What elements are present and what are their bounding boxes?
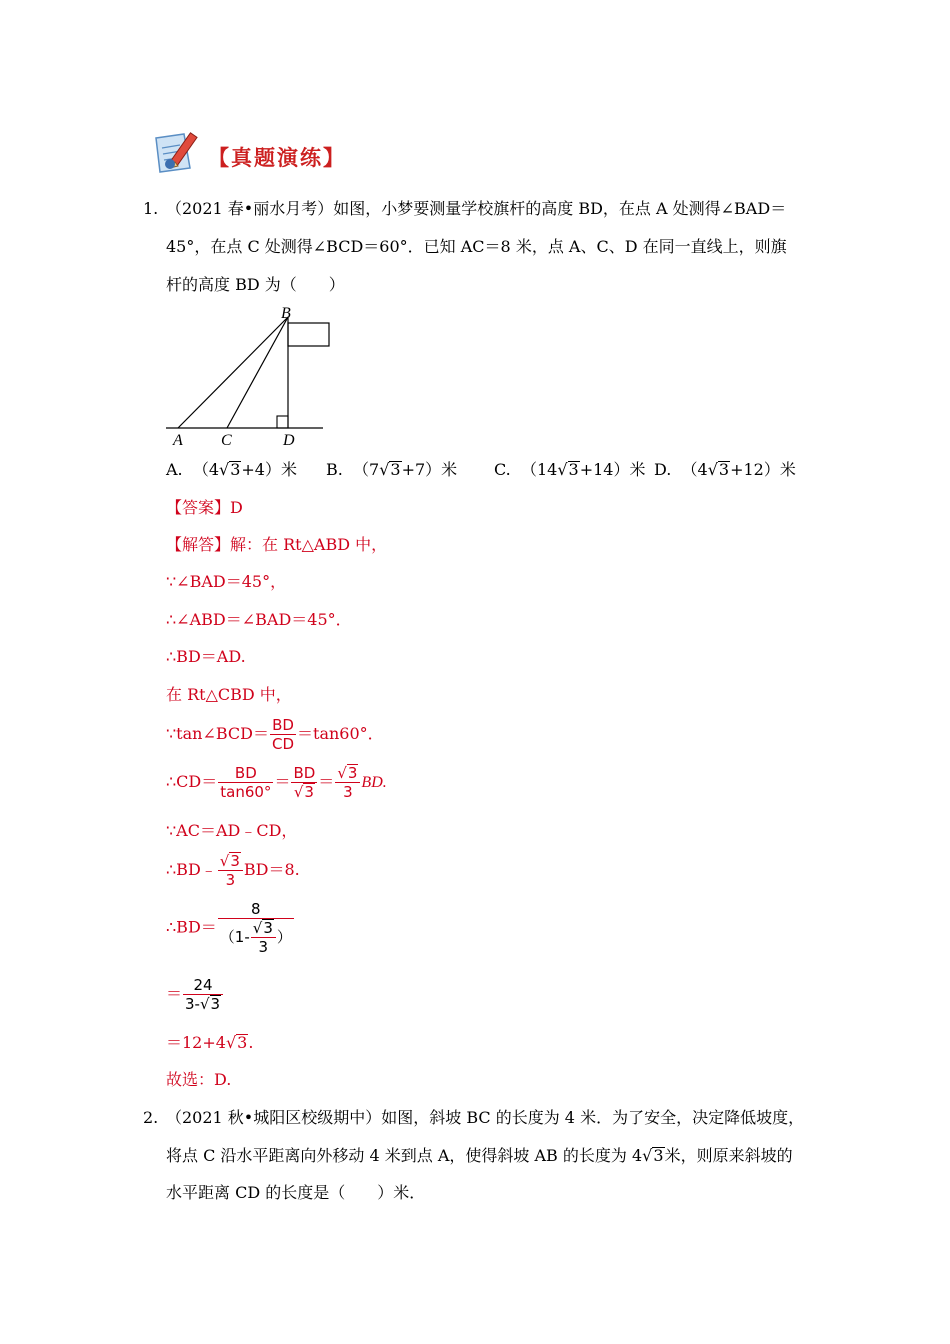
solution-step: ∴BD＝ 8 （1- $\frac{√3}{3}$ ） — [166, 900, 292, 956]
question-text-line: 杆的高度 BD 为（ ） — [166, 275, 345, 294]
fraction: $\frac{BD}{CD}$ — [272, 716, 295, 753]
fraction: $\frac{BD}{\tan 60^\circ}$ — [220, 764, 272, 801]
solution-step: ＝12+4√3. — [166, 1033, 254, 1052]
segment-cb — [227, 317, 288, 428]
option-b[interactable]: B. （7√3+7）米 — [326, 460, 458, 479]
question-text-line: （2021 秋•城阳区校级期中）如图，斜坡 BC 的长度为 4 米．为了安全，决定降低坡度， — [166, 1108, 805, 1127]
question-number: 2. — [143, 1108, 159, 1127]
question-text-line: 水平距离 CD 的长度是（ ）米． — [166, 1183, 426, 1202]
option-a[interactable]: A. （4√3+4）米 — [166, 460, 297, 479]
solution-step: ∵tan∠BCD＝ $\frac{BD}{CD}$ ＝tan60°． — [166, 716, 384, 753]
solution-step: ∴∠ABD＝∠BAD＝45°． — [166, 610, 352, 629]
label-c: C — [221, 432, 232, 449]
solution-step: ∴CD＝ $\frac{BD}{\tan 60^\circ}$ ＝ $\frac{BD}{√3}$ ＝ $\frac{√3}{3}$ BD. — [166, 764, 387, 801]
label-d: D — [283, 432, 295, 449]
solution-step: 在 Rt△CBD 中， — [166, 685, 292, 704]
question-number: 1. — [143, 199, 159, 218]
answer-tag: 【答案】 — [166, 498, 231, 517]
geometry-figure — [160, 300, 335, 452]
fraction: 8 （1- $\frac{√3}{3}$ ） — [219, 900, 292, 956]
solution-step: ∴BD﹣ $\frac{√3}{3}$ BD＝8. — [166, 852, 300, 889]
pencil-paper-icon — [150, 128, 210, 176]
fraction: $\frac{BD}{√3}$ — [293, 764, 316, 801]
answer-value: D — [230, 498, 243, 517]
fraction: $\frac{√3}{3}$ — [335, 764, 360, 801]
fraction: $\frac{√3}{3}$ — [218, 852, 243, 889]
option-c[interactable]: C. （14√3+14）米 — [494, 460, 646, 479]
solution-step: ∵AC＝AD﹣CD， — [166, 821, 298, 840]
flag — [288, 323, 329, 346]
question-text-line: （2021 春•丽水月考）如图，小梦要测量学校旗杆的高度 BD，在点 A 处测得∠BAD＝ — [166, 199, 787, 218]
question-text-line: 将点 C 沿水平距离向外移动 4 米到点 A，使得斜坡 AB 的长度为 4√3米，则原来斜坡的 — [166, 1146, 793, 1165]
right-angle-mark — [277, 416, 288, 428]
solution-step: ∵∠BAD＝45°， — [166, 572, 287, 591]
option-d[interactable]: D. （4√3+12）米 — [654, 460, 796, 479]
label-a: A — [173, 432, 183, 449]
solution-intro: 【解答】解：在 Rt△ABD 中， — [166, 535, 388, 554]
solution-conclusion: 故选：D. — [166, 1070, 232, 1089]
label-b: B — [281, 305, 291, 322]
fraction: $\frac{24}{3-√3}$ — [183, 976, 223, 1013]
section-title: 【真题演练】 — [208, 146, 346, 170]
answer-line — [166, 497, 243, 519]
solution-step: ∴BD＝AD. — [166, 647, 246, 666]
section-header — [150, 128, 410, 176]
question-text-line: 45°，在点 C 处测得∠BCD＝60°．已知 AC＝8 米，点 A、C、D 在同一直线上，则旗 — [166, 237, 787, 256]
solution-tag: 【解答】 — [166, 535, 231, 554]
solution-step: ＝ $\frac{24}{3-√3}$ — [166, 976, 224, 1013]
segment-ab — [178, 317, 288, 428]
